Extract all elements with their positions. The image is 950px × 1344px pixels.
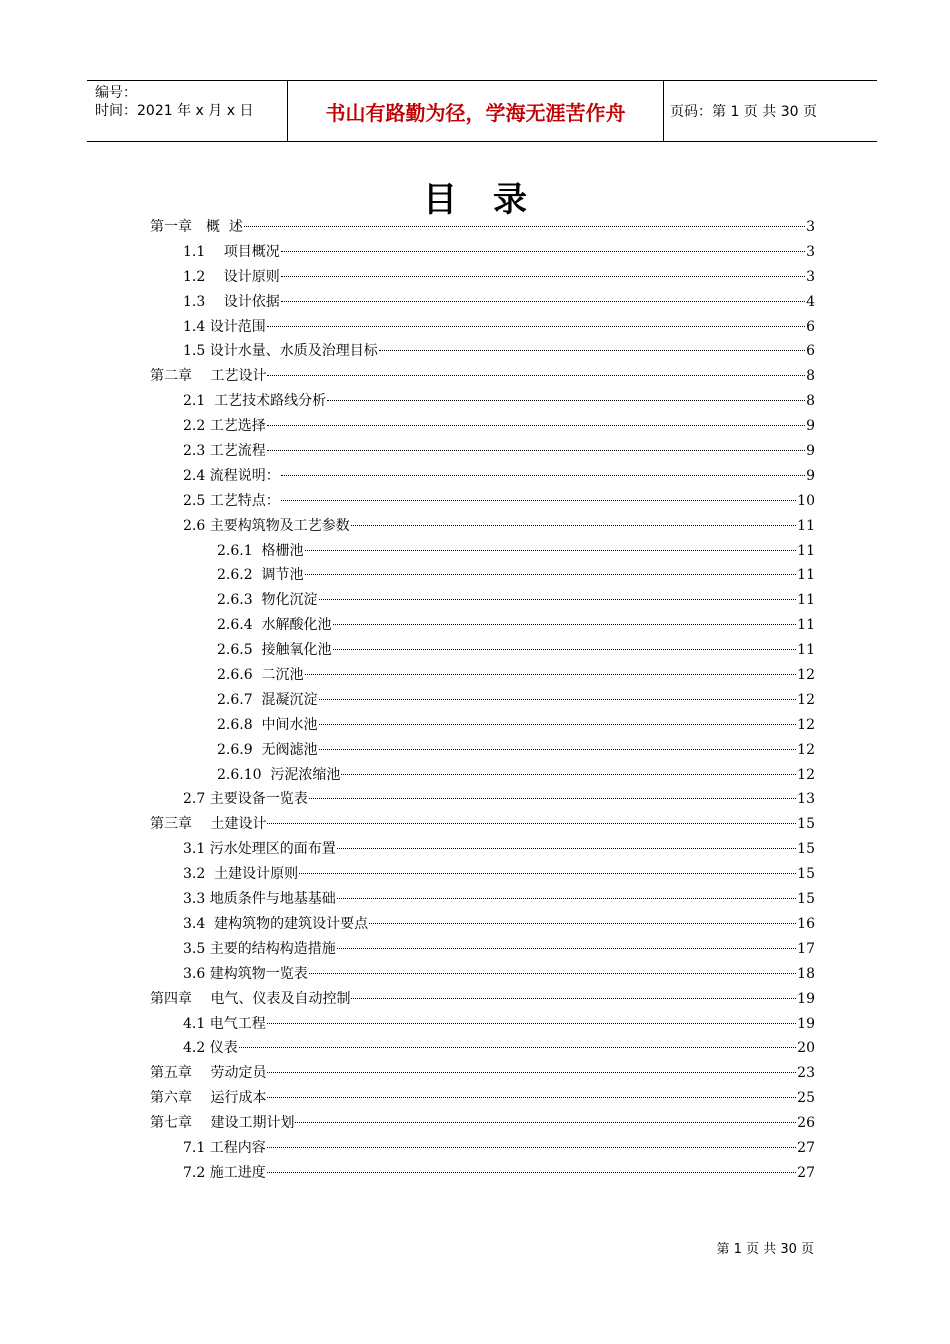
toc-entry-page: 9 xyxy=(806,467,815,484)
toc-entry[interactable] xyxy=(150,1012,815,1037)
toc-entry-label: 第五章 劳动定员 xyxy=(150,1065,267,1082)
toc-entry[interactable] xyxy=(150,1061,815,1086)
toc-entry-label: 1.1 项目概况 xyxy=(183,243,280,260)
toc-entry-page: 15 xyxy=(797,816,815,833)
toc-entry-label: 1.4 设计范围 xyxy=(183,318,266,335)
toc-entry-page: 19 xyxy=(797,990,815,1007)
toc-entry-label: 3.5 主要的结构构造措施 xyxy=(183,940,336,957)
toc-entry-label: 4.1 电气工程 xyxy=(183,1015,266,1032)
toc-entry-label: 2.3 工艺流程 xyxy=(183,443,266,460)
toc-entry-label: 2.6.1 格栅池 xyxy=(217,542,304,559)
toc-leader-dots xyxy=(267,375,805,376)
toc-entry[interactable] xyxy=(150,837,815,862)
toc-entry-page: 25 xyxy=(797,1090,815,1107)
toc-entry[interactable] xyxy=(150,1086,815,1111)
toc-entry-page: 18 xyxy=(797,965,815,982)
toc-leader-dots xyxy=(267,1147,796,1148)
toc-leader-dots xyxy=(369,923,796,924)
toc-entry-page: 10 xyxy=(797,492,815,509)
toc-entry-label: 3.3 地质条件与地基基础 xyxy=(183,891,336,908)
document-number-label: 编号： xyxy=(95,85,137,101)
page-header xyxy=(87,80,877,142)
toc-entry-label: 7.1 工程内容 xyxy=(183,1139,266,1156)
toc-entry[interactable] xyxy=(150,514,815,539)
page-footer: 第 1 页 共 30 页 xyxy=(716,1242,814,1257)
toc-entry[interactable] xyxy=(150,887,815,912)
toc-entry-page: 6 xyxy=(806,318,815,335)
toc-entry[interactable] xyxy=(150,215,815,240)
toc-entry[interactable] xyxy=(150,364,815,389)
toc-leader-dots xyxy=(319,749,797,750)
toc-entry-page: 3 xyxy=(806,243,815,260)
toc-leader-dots xyxy=(281,500,796,501)
toc-entry[interactable] xyxy=(150,663,815,688)
toc-entry-page: 16 xyxy=(797,915,815,932)
toc-entry-label: 2.1 工艺技术路线分析 xyxy=(183,393,327,410)
toc-entry-label: 2.6.5 接触氧化池 xyxy=(217,642,332,659)
toc-entry-page: 12 xyxy=(797,667,815,684)
toc-leader-dots xyxy=(267,425,805,426)
toc-entry-page: 11 xyxy=(797,592,815,609)
toc-entry[interactable] xyxy=(150,464,815,489)
toc-leader-dots xyxy=(337,848,796,849)
toc-entry-page: 19 xyxy=(797,1015,815,1032)
toc-entry[interactable] xyxy=(150,937,815,962)
toc-leader-dots xyxy=(327,400,805,401)
toc-entry-label: 2.6.6 二沉池 xyxy=(217,667,304,684)
toc-entry[interactable] xyxy=(150,987,815,1012)
toc-leader-dots xyxy=(267,1172,796,1173)
toc-entry-page: 12 xyxy=(797,741,815,758)
toc-leader-dots xyxy=(305,550,797,551)
toc-leader-dots xyxy=(351,525,796,526)
toc-leader-dots xyxy=(281,251,805,252)
toc-entry-page: 9 xyxy=(806,443,815,460)
toc-entry-page: 11 xyxy=(797,517,815,534)
toc-leader-dots xyxy=(281,301,805,302)
toc-leader-dots xyxy=(305,674,797,675)
toc-entry-label: 7.2 施工进度 xyxy=(183,1164,266,1181)
toc-entry-label: 4.2 仪表 xyxy=(183,1040,238,1057)
toc-entry[interactable] xyxy=(150,339,815,364)
toc-entry-label: 第六章 运行成本 xyxy=(150,1090,267,1107)
toc-entry-page: 6 xyxy=(806,343,815,360)
toc-entry[interactable] xyxy=(150,812,815,837)
toc-leader-dots xyxy=(341,774,796,775)
toc-entry-label: 2.6.3 物化沉淀 xyxy=(217,592,318,609)
toc-title: 目录 xyxy=(423,180,563,220)
toc-entry-label: 2.6.4 水解酸化池 xyxy=(217,617,332,634)
toc-entry-page: 26 xyxy=(797,1115,815,1132)
toc-leader-dots xyxy=(244,226,805,227)
toc-entry-page: 9 xyxy=(806,418,815,435)
toc-entry[interactable] xyxy=(150,613,815,638)
toc-entry-page: 17 xyxy=(797,940,815,957)
toc-leader-dots xyxy=(281,475,805,476)
header-motto: 书山有路勤为径，学海无涯苦作舟 xyxy=(287,81,664,141)
toc-entry-page: 8 xyxy=(806,393,815,410)
toc-leader-dots xyxy=(319,599,797,600)
toc-entry-label: 3.2 土建设计原则 xyxy=(183,866,299,883)
toc-entry-label: 3.1 污水处理区的面布置 xyxy=(183,841,336,858)
toc-entry-page: 13 xyxy=(797,791,815,808)
toc-leader-dots xyxy=(309,798,796,799)
toc-entry-label: 第七章 建设工期计划 xyxy=(150,1115,295,1132)
toc-leader-dots xyxy=(267,1072,796,1073)
toc-entry-label: 2.2 工艺选择 xyxy=(183,418,266,435)
header-meta xyxy=(95,84,253,120)
toc-entry[interactable] xyxy=(150,265,815,290)
toc-entry[interactable] xyxy=(150,414,815,439)
toc-entry-label: 2.6.7 混凝沉淀 xyxy=(217,691,318,708)
toc-entry[interactable] xyxy=(150,439,815,464)
toc-leader-dots xyxy=(267,450,805,451)
toc-entry-label: 3.6 建构筑物一览表 xyxy=(183,965,308,982)
toc-entry-label: 2.6.10 污泥浓缩池 xyxy=(217,766,341,783)
toc-entry-label: 2.6.2 调节池 xyxy=(217,567,304,584)
toc-entry[interactable] xyxy=(150,489,815,514)
toc-entry[interactable] xyxy=(150,1136,815,1161)
toc-entry-page: 4 xyxy=(806,293,815,310)
toc-entry[interactable] xyxy=(150,1036,815,1061)
toc-entry-page: 12 xyxy=(797,766,815,783)
toc-leader-dots xyxy=(267,823,796,824)
toc-entry[interactable] xyxy=(150,563,815,588)
table-of-contents xyxy=(150,215,815,1186)
toc-leader-dots xyxy=(333,624,797,625)
toc-entry-page: 15 xyxy=(797,841,815,858)
toc-entry[interactable] xyxy=(150,763,815,788)
toc-entry[interactable] xyxy=(150,389,815,414)
toc-entry-page: 3 xyxy=(806,219,815,235)
toc-entry-label: 2.7 主要设备一览表 xyxy=(183,791,308,808)
toc-entry-page: 15 xyxy=(797,891,815,908)
toc-entry-label: 2.5 工艺特点： xyxy=(183,492,280,509)
toc-leader-dots xyxy=(333,649,797,650)
toc-entry-page: 12 xyxy=(797,691,815,708)
toc-entry-label: 2.4 流程说明： xyxy=(183,467,280,484)
toc-entry-label: 1.3 设计依据 xyxy=(183,293,280,310)
toc-entry-page: 11 xyxy=(797,542,815,559)
document-time-label: 时间：2021 年 x 月 x 日 xyxy=(95,103,254,119)
toc-entry-page: 27 xyxy=(797,1139,815,1156)
toc-entry-label: 第二章 工艺设计 xyxy=(150,368,267,385)
toc-entry-label: 2.6.9 无阀滤池 xyxy=(217,741,318,758)
toc-leader-dots xyxy=(319,724,797,725)
toc-leader-dots xyxy=(337,948,796,949)
toc-entry-label: 3.4 建构筑物的建筑设计要点 xyxy=(183,915,369,932)
toc-entry[interactable] xyxy=(150,315,815,340)
toc-entry-page: 12 xyxy=(797,716,815,733)
toc-entry[interactable] xyxy=(150,738,815,763)
header-page-info: 页码：第 1 页 共 30 页 xyxy=(670,104,817,120)
toc-leader-dots xyxy=(299,873,796,874)
toc-leader-dots xyxy=(319,699,797,700)
toc-entry[interactable] xyxy=(150,290,815,315)
toc-entry-label: 1.5 设计水量、水质及治理目标 xyxy=(183,343,378,360)
toc-entry-page: 15 xyxy=(797,866,815,883)
toc-entry-page: 20 xyxy=(797,1040,815,1057)
toc-entry[interactable] xyxy=(150,588,815,613)
toc-entry-page: 11 xyxy=(797,617,815,634)
toc-entry[interactable] xyxy=(150,862,815,887)
toc-entry[interactable] xyxy=(150,688,815,713)
toc-entry[interactable] xyxy=(150,962,815,987)
toc-leader-dots xyxy=(267,1097,796,1098)
toc-entry[interactable] xyxy=(150,240,815,265)
toc-entry-page: 11 xyxy=(797,567,815,584)
toc-leader-dots xyxy=(379,350,805,351)
toc-entry[interactable] xyxy=(150,787,815,812)
toc-entry-page: 23 xyxy=(797,1065,815,1082)
toc-entry-page: 3 xyxy=(806,268,815,285)
toc-leader-dots xyxy=(281,276,805,277)
toc-leader-dots xyxy=(351,998,796,999)
toc-leader-dots xyxy=(239,1047,796,1048)
toc-entry[interactable] xyxy=(150,912,815,937)
toc-entry[interactable] xyxy=(150,539,815,564)
toc-entry-label: 第三章 土建设计 xyxy=(150,816,267,833)
toc-entry-page: 8 xyxy=(806,368,815,385)
toc-leader-dots xyxy=(267,1023,796,1024)
toc-entry[interactable] xyxy=(150,1111,815,1136)
toc-leader-dots xyxy=(337,898,796,899)
toc-leader-dots xyxy=(295,1122,796,1123)
toc-entry-page: 27 xyxy=(797,1164,815,1181)
toc-entry[interactable] xyxy=(150,1161,815,1186)
toc-entry-page: 11 xyxy=(797,642,815,659)
toc-leader-dots xyxy=(309,973,796,974)
toc-entry-label: 第一章 概 述 xyxy=(150,219,243,235)
toc-entry[interactable] xyxy=(150,713,815,738)
toc-leader-dots xyxy=(267,326,805,327)
toc-entry-label: 第四章 电气、仪表及自动控制 xyxy=(150,990,351,1007)
toc-entry-label: 1.2 设计原则 xyxy=(183,268,280,285)
toc-leader-dots xyxy=(305,574,797,575)
toc-entry[interactable] xyxy=(150,638,815,663)
toc-entry-label: 2.6.8 中间水池 xyxy=(217,716,318,733)
toc-entry-label: 2.6 主要构筑物及工艺参数 xyxy=(183,517,350,534)
